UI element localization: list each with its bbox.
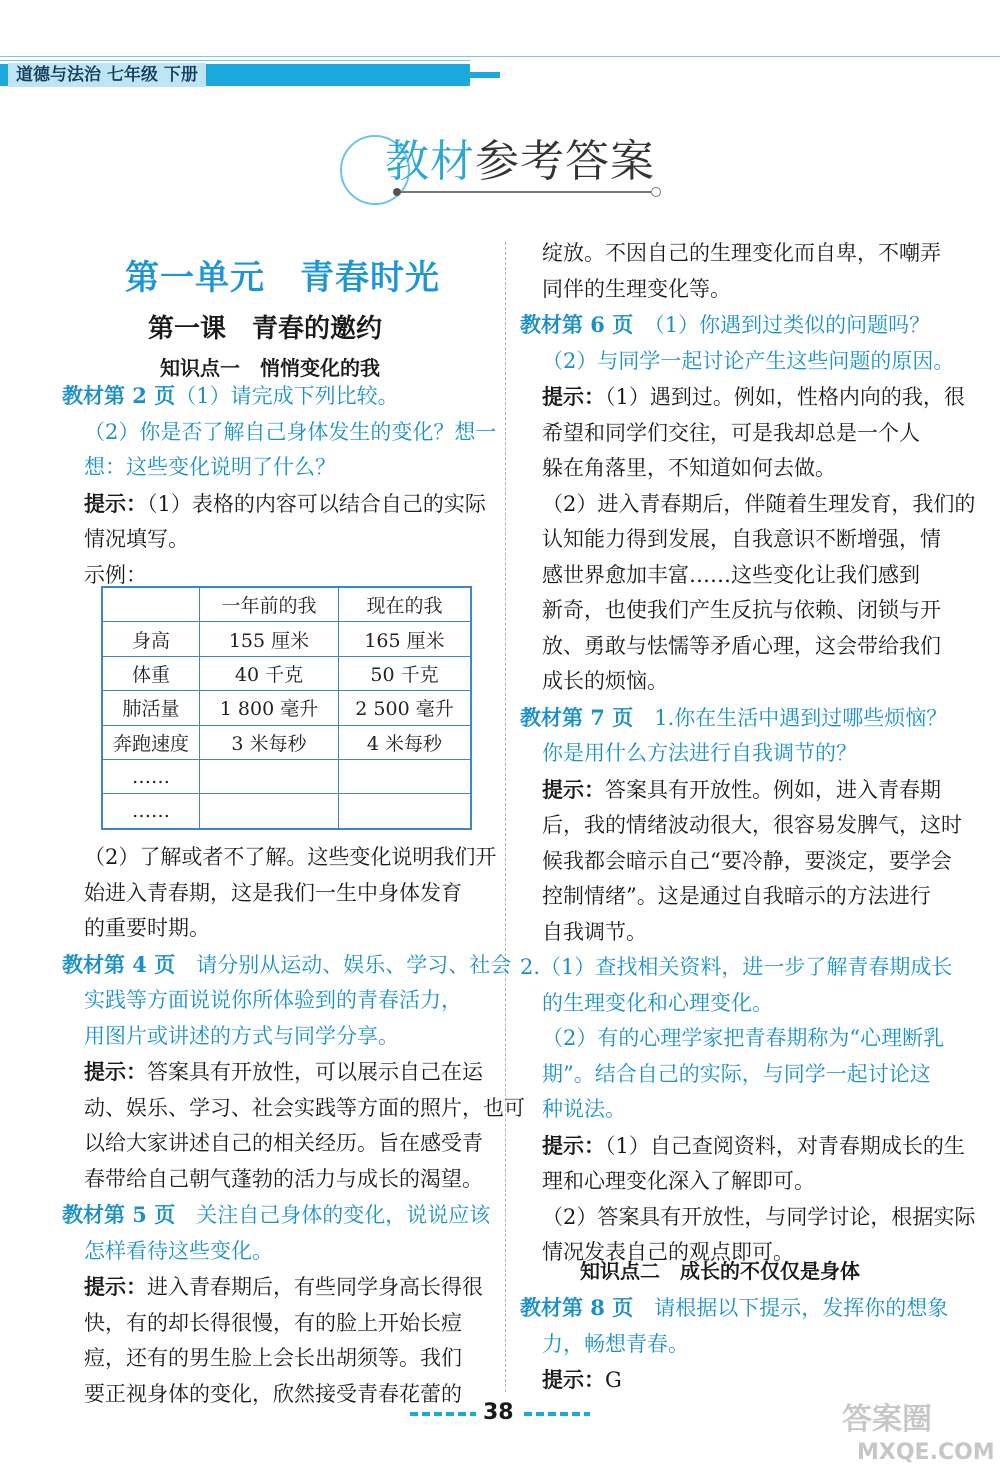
text-line: 实践等方面说说你所体验到的青春活力， bbox=[84, 988, 462, 1012]
text-line: 示例： bbox=[84, 562, 147, 587]
table-row: 奔跑速度 3 米每秒 4 米每秒 bbox=[102, 725, 471, 759]
table-row: …… bbox=[102, 794, 471, 829]
text-line: 情况填写。 bbox=[84, 527, 189, 551]
text-line: 以给大家讲述自己的相关经历。旨在感受青 bbox=[84, 1131, 483, 1155]
text-line: 提示：（1）表格的内容可以结合自己的实际 bbox=[84, 490, 486, 516]
hint-label: 提示： bbox=[84, 1274, 147, 1299]
text-line: 的生理变化和心理变化。 bbox=[542, 990, 773, 1015]
textbook-page-label: 教材第 4 页 bbox=[62, 951, 176, 977]
textbook-page-label: 教材第 8 页 bbox=[520, 1295, 634, 1320]
knowledge-point-2: 知识点二 成长的不仅仅是身体 bbox=[580, 1259, 860, 1283]
text-line: （2）你是否了解自己身体发生的变化？想一 bbox=[84, 419, 497, 444]
text-line: 理和心理变化深入了解即可。 bbox=[542, 1169, 815, 1193]
title-underline bbox=[401, 191, 651, 193]
lesson-title: 第一课 青春的邀约 bbox=[148, 314, 383, 344]
text-line: 教材第 7 页 1.你在生活中遇到过哪些烦恼？ bbox=[520, 704, 948, 730]
book-title: 道德与法治 七年级 下册 bbox=[8, 63, 206, 87]
text-line: 始进入青春期，这是我们一生中身体发育 bbox=[84, 880, 462, 905]
text-line: 用图片或讲述的方式与同学分享。 bbox=[84, 1023, 399, 1048]
text-line: 痘，还有的男生脸上会长出胡须等。我们 bbox=[84, 1346, 462, 1370]
hint-label: 提示： bbox=[84, 1059, 147, 1084]
text-line: 想：这些变化说明了什么？ bbox=[84, 455, 336, 479]
text-line: 认知能力得到发展，自我意识不断增强，情 bbox=[542, 527, 941, 551]
left-column-bottom bbox=[62, 840, 525, 1412]
text-line: 提示：答案具有开放性，可以展示自己在运 bbox=[84, 1059, 483, 1084]
watermark-logo: 答案圈 bbox=[842, 1402, 932, 1437]
text-line: 后，我的情绪波动很大，很容易发脾气，这时 bbox=[542, 813, 962, 837]
text-line: 感世界愈加丰富……这些变化让我们感到 bbox=[542, 562, 920, 587]
header-rule-2 bbox=[0, 60, 470, 61]
text-line: 情况发表自己的观点即可。 bbox=[542, 1240, 794, 1264]
text-line: 提示：进入青春期后，有些同学身高长得很 bbox=[84, 1274, 483, 1299]
textbook-page-label: 教材第 5 页 bbox=[62, 1202, 176, 1227]
text-line: 教材第 6 页 （1）你遇到过类似的问题吗？ bbox=[520, 312, 931, 337]
footer-decoration-right bbox=[524, 1412, 590, 1416]
section-title-part2: 参考答案 bbox=[475, 136, 655, 187]
hint-label: 提示： bbox=[542, 1132, 605, 1158]
unit-title: 第一单元 青春时光 bbox=[125, 258, 440, 298]
textbook-page-label: 教材第 6 页 bbox=[520, 312, 634, 337]
text-line: 成长的烦恼。 bbox=[542, 669, 668, 693]
text-line: 提示：（1）遇到过。例如，性格内向的我，很 bbox=[542, 384, 965, 409]
text-line: 新奇，也使我们产生反抗与依赖、闭锁与开 bbox=[542, 598, 941, 622]
textbook-page-label: 教材第 2 页 bbox=[62, 383, 176, 408]
table-header-row bbox=[102, 587, 471, 622]
hint-label: 提示： bbox=[542, 776, 605, 802]
text-line: 控制情绪”。这是通过自我暗示的方法进行 bbox=[542, 884, 931, 908]
text-line: 怎样看待这些变化。 bbox=[84, 1238, 273, 1263]
text-line: 春带给自己朝气蓬勃的活力与成长的渴望。 bbox=[84, 1166, 483, 1191]
table-row: …… bbox=[102, 759, 471, 793]
table-header-cell: 现在的我 bbox=[339, 587, 472, 622]
title-dot-decoration bbox=[393, 188, 401, 196]
footer-decoration-left bbox=[410, 1412, 476, 1416]
text-line: 教材第 8 页 请根据以下提示，发挥你的想象 bbox=[520, 1295, 949, 1320]
text-line: 提示：G bbox=[542, 1367, 622, 1392]
table-row: 身高 155 厘米 165 厘米 bbox=[102, 622, 471, 656]
text-line: （2）了解或者不了解。这些变化说明我们开 bbox=[84, 845, 497, 869]
text-line: （2）与同学一起讨论产生这些问题的原因。 bbox=[542, 348, 955, 373]
header-bar-tail bbox=[470, 72, 500, 78]
right-column-end bbox=[520, 1290, 948, 1399]
text-line: 2.（1）查找相关资料，进一步了解青春期成长 bbox=[520, 955, 953, 979]
table-row: 体重 40 千克 50 千克 bbox=[102, 656, 471, 690]
section-title bbox=[335, 125, 665, 205]
text-line: 希望和同学们交往，可是我却总是一个人 bbox=[542, 420, 920, 445]
text-line: 教材第 4 页 请分别从运动、娱乐、学习、社会 bbox=[62, 951, 512, 977]
text-line: 候我都会暗示自己“要冷静，要淡定，要学会 bbox=[542, 848, 952, 873]
table-row: 肺活量 1 800 毫升 2 500 毫升 bbox=[102, 691, 471, 725]
text-line: 提示：（1）自己查阅资料，对青春期成长的生 bbox=[542, 1132, 965, 1158]
text-line: （2）有的心理学家把青春期称为“心理断乳 bbox=[542, 1026, 945, 1050]
section-title-part1: 教材 bbox=[385, 136, 475, 187]
text-line: 你是用什么方法进行自我调节的？ bbox=[542, 741, 857, 765]
text-line: 要正视身体的变化，欣然接受青春花蕾的 bbox=[84, 1381, 462, 1406]
text-line: （2）答案具有开放性，与同学讨论，根据实际 bbox=[542, 1204, 976, 1229]
text-line: 快，有的却长得很慢，有的脸上开始长痘 bbox=[84, 1310, 462, 1335]
hint-label: 提示： bbox=[542, 1367, 605, 1392]
page-number: 38 bbox=[483, 1400, 514, 1425]
text-line: 绽放。不因自己的生理变化而自卑，不嘲弄 bbox=[542, 241, 941, 265]
left-column-top bbox=[62, 378, 496, 593]
table-header-cell: 一年前的我 bbox=[200, 587, 339, 622]
knowledge-point-1: 知识点一 悄悄变化的我 bbox=[160, 356, 380, 380]
hint-label: 提示： bbox=[84, 490, 147, 516]
text-line: 提示：答案具有开放性。例如，进入青春期 bbox=[542, 776, 941, 802]
right-column bbox=[520, 236, 975, 1271]
text-line: 自我调节。 bbox=[542, 919, 647, 944]
comparison-table bbox=[101, 586, 472, 830]
header-rule bbox=[0, 56, 1000, 57]
text-line: 放、勇敢与怯懦等矛盾心理，这会带给我们 bbox=[542, 633, 941, 658]
text-line: 躲在角落里，不知道如何去做。 bbox=[542, 456, 836, 480]
text-line: 期”。结合自己的实际，与同学一起讨论这 bbox=[542, 1061, 931, 1086]
watermark-url: MXQE.COM bbox=[857, 1440, 995, 1465]
text-line: 动、娱乐、学习、社会实践等方面的照片，也可 bbox=[84, 1095, 525, 1120]
hint-label: 提示： bbox=[542, 384, 605, 409]
textbook-page-label: 教材第 7 页 bbox=[520, 704, 634, 730]
text-line: 种说法。 bbox=[542, 1097, 626, 1121]
text-line: （2）进入青春期后，伴随着生理发育，我们的 bbox=[542, 491, 976, 516]
text-line: 同伴的生理变化等。 bbox=[542, 276, 731, 301]
text-line: 教材第 5 页 关注自己身体的变化，说说应该 bbox=[62, 1202, 491, 1227]
text-line: 力，畅想青春。 bbox=[542, 1331, 689, 1356]
text-line: 教材第 2 页（1）请完成下列比较。 bbox=[62, 383, 399, 408]
text-line: 的重要时期。 bbox=[84, 916, 210, 940]
table-cell bbox=[102, 587, 200, 622]
